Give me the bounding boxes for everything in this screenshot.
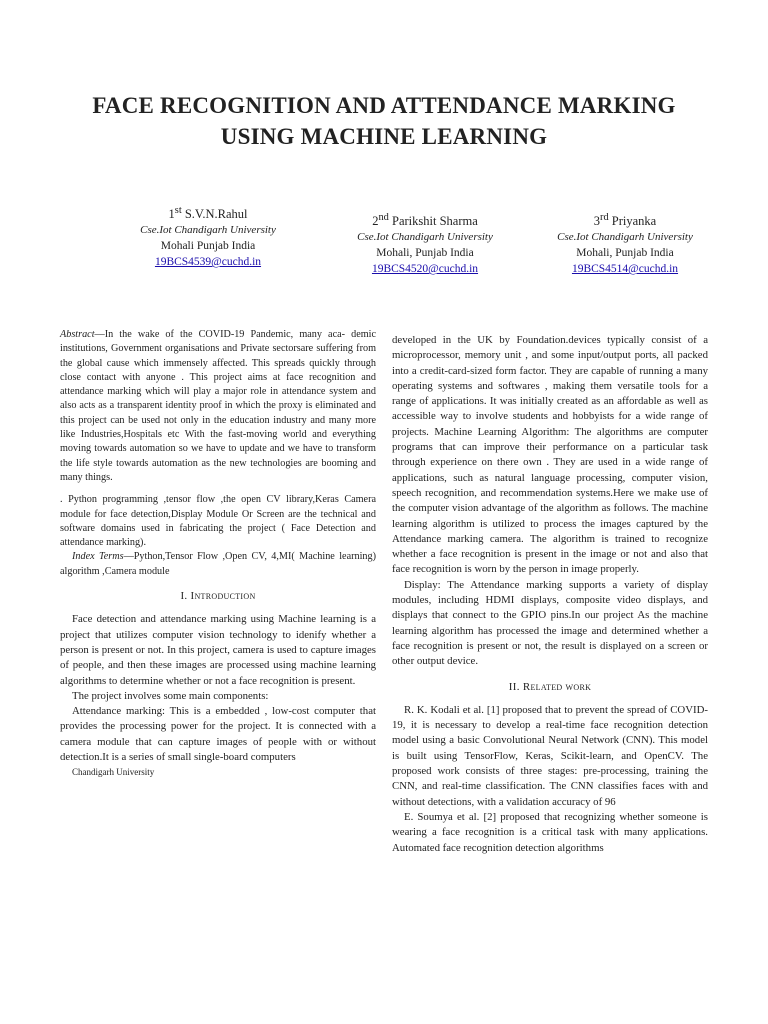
author-2-location: Mohali, Punjab India [376, 247, 474, 260]
related-work-paragraph-1: R. K. Kodali et al. [1] proposed that to prevent the spread of COVID-19, it is necessary to develop a real-time face recognition detection model using a basic Convolutional Neural Network (CNN). This model is built using TensorFlow, Keras, Scikit-learn, and OpenCV. The proposed work consists of three stages: pre-processing, training the CNN, and real-time classification. The CNN classifies faces with and without detections, with a validation accuracy of 96 [392, 703, 708, 808]
right-column [392, 333, 708, 856]
section-1-heading: I. Introduction [180, 590, 256, 603]
paper-title [0, 90, 768, 152]
author-3 [525, 210, 725, 277]
section-2-heading: II. Related work [508, 680, 592, 693]
author-3-name: 3rd Priyanka [593, 212, 657, 229]
author-1-email-link[interactable]: 19BCS4539@cuchd.in [154, 256, 262, 269]
title-line-2: USING MACHINE LEARNING [220, 124, 548, 149]
right-paragraph-1: developed in the UK by Foundation.devices typically consist of a microprocessor, memory unit , and some input/output ports, all packed into a credit-card-sized form factor. They are capable of running a many operating systems and softwares , making them versatile tools for a range of applications. It was initially created as an affordable as well as accessible way to involve students and hobbyists for a wide range of projects. Machine Learning Algorithm: The algorithms are computer programs that can improve their performance on a particular task through experience on there own . They are used in a wide range of applications, such as natural language processing, computer vision, speech recognition, and recommendation systems.Here we make use of the computer vision advantage of the algorithm as follows. The machine learning algorithm is utilized to process the images captured by the Attendance marking camera. The algorithm is trained to recognize whether a face recognition is present in the image or not and also that face recognition is worn by the person in image properly. [392, 334, 708, 576]
author-3-location: Mohali, Punjab India [576, 247, 674, 260]
tools-paragraph: . Python programming ,tensor flow ,the open CV library,Keras Camera module for face detection,Display Module Or Screen are the technical and software domains used in fabricating the project ( Face Detection and attendance marking). [60, 494, 376, 549]
related-work-paragraph-2: E. Soumya et al. [2] proposed that recognizing whether someone is wearing a face recognition is a critical task with many applications. Automated face recognition detection algorithms [392, 810, 708, 854]
author-1-affiliation: Cse.Iot Chandigarh University [140, 224, 276, 237]
author-1-name: 1st S.V.N.Rahul [168, 205, 248, 222]
intro-paragraph-1: Face detection and attendance marking using Machine learning is a project that utilizes computer vision technology to idenify whether a person is present or not. In this project, camera is used to capture images of people, and then these images are processed using machine learning algorithms to determine whether or not a face recognition is present. [60, 613, 376, 687]
intro-paragraph-3: Attendance marking: This is a embedded , low-cost computer that provides the processing power for the project. It is connected with a camera module that can capture images of people with or without detection.It is a series of small single-board computers [60, 705, 376, 764]
footer-affiliation: Chandigarh University [72, 767, 155, 778]
abstract-label: Abstract [60, 329, 95, 340]
author-2-email-link[interactable]: 19BCS4520@cuchd.in [371, 263, 479, 276]
author-1 [108, 203, 308, 270]
abstract-text: —In the wake of the COVID-19 Pandemic, many aca- demic institutions, Government organisations and Private sectorsare suffering from the global cause which immensely affected. This spreads quickly through close contact with anyone . This project aims at face recognition and attendance marking which will play a major role in attendance system and also acts as a transparent identity proof in which the proxy is eliminated and this project can be used not only in the education industry and many more like Industries,Hospitals etc With the fast-moving world and everything moving towards automation so we have to update and we have to transform the life style towards automation as the new technologies are booming and many things. [60, 329, 376, 483]
display-paragraph: Display: The Attendance marking supports a variety of display modules, including HDMI displays, composite video displays, and displays that connect to the GPIO pins.In our project As the machine learning algorithm has processed the image and determined whether a face recognition is present or not, the result is displayed on a screen or other output device. [392, 578, 708, 668]
abstract [60, 328, 376, 485]
author-1-location: Mohali Punjab India [160, 240, 256, 253]
author-2-name: 2nd Parikshit Sharma [372, 212, 478, 229]
author-3-email-link[interactable]: 19BCS4514@cuchd.in [571, 263, 679, 276]
author-2 [325, 210, 525, 277]
index-terms-label: Index Terms [72, 551, 124, 563]
left-column [60, 328, 376, 781]
author-2-affiliation: Cse.Iot Chandigarh University [357, 231, 493, 244]
intro-paragraph-2: The project involves some main components: [72, 689, 269, 702]
author-3-affiliation: Cse.Iot Chandigarh University [557, 231, 693, 244]
index-terms [60, 550, 376, 579]
title-line-1: FACE RECOGNITION AND ATTENDANCE MARKING [92, 93, 676, 118]
index-terms-text: —Python,Tensor Flow ,Open CV, 4,MI( Machine learning) algorithm ,Camera module [60, 551, 376, 577]
